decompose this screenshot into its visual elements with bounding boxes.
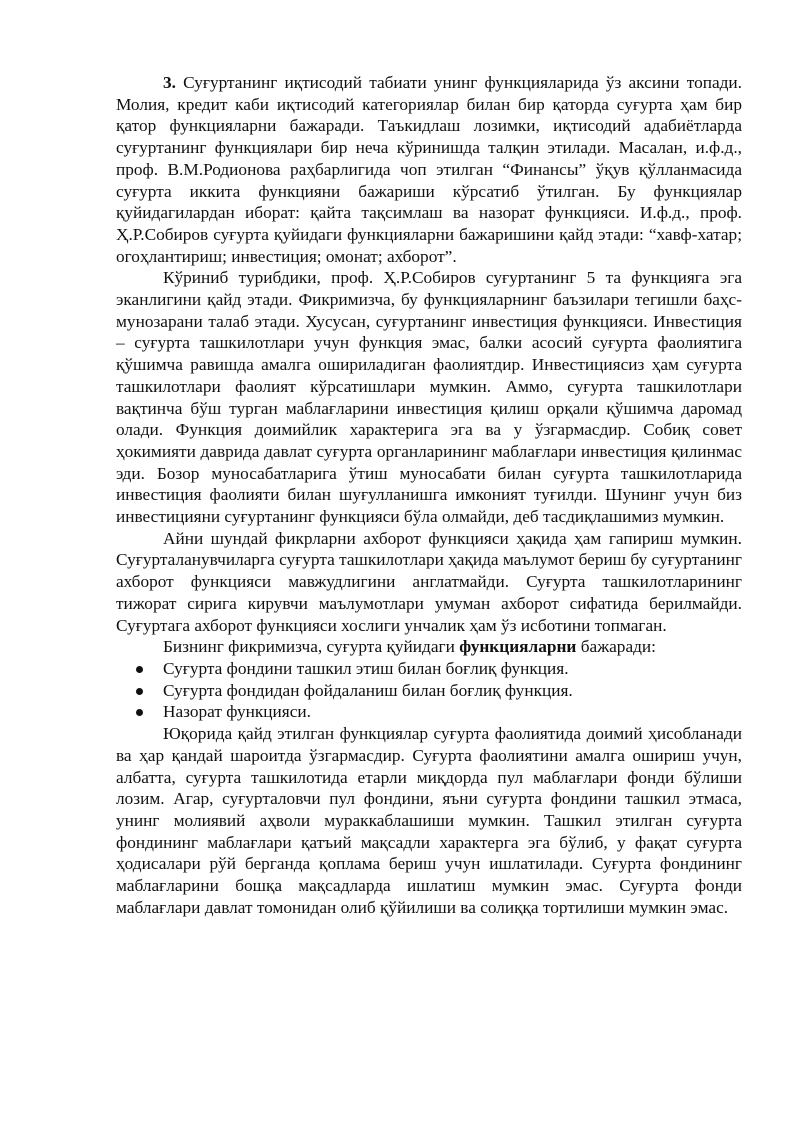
list-item-text: Назорат функцияси. xyxy=(163,702,311,722)
paragraph-3: Айни шундай фикрларни ахборот функцияси ҳақида ҳам гапириш мумкин. Суғурталанувчиларга суғурта ташкилотлари ҳақида маълумот бериш бу суғуртанинг ахборот функцияси мавжудлигини англатмайди. Суғурта ташкилотларининг тижорат сирига кирувчи маълумотлари умуман ахборот сифатида берилмайди. Суғуртага ахборот функцияси хослиги унчалик ҳам ўз исботини топмаган. xyxy=(116,528,742,635)
list-item xyxy=(116,701,742,723)
bullet-icon xyxy=(136,709,143,716)
bullet-icon xyxy=(136,688,143,695)
function-list xyxy=(116,658,742,723)
list-item xyxy=(116,658,742,680)
paragraph-4-tail: бажаради: xyxy=(576,637,656,657)
bullet-icon xyxy=(136,666,143,673)
paragraph-5: Юқорида қайд этилган функциялар суғурта фаолиятида доимий ҳисобланади ва ҳар қандай шароитда ўзгармасдир. Суғурта фаолиятини амалга ошириш учун, албатта, суғурта ташкилотида етарли миқдорда пул маблағлари фонди бўлиши лозим. Агар, суғурталовчи пул фондини, яъни суғурта фондини ташкил этмаса, унинг молиявий аҳволи мураккаблашиши мумкин. Ташкил этилган суғурта фондининг маблағлари қатъий мақсадли характерга эга бўлиб, у фақат суғурта ҳодисалари рўй берганда қоплама бериш учун ишлатилади. Суғурта фондининг маблағларини бошқа мақсадларда ишлатиш мумкин эмас. Суғурта фонди маблағлари давлат томонидан олиб қўйилиши ва солиққа тортилиши мумкин эмас. xyxy=(116,724,742,917)
list-item xyxy=(116,680,742,702)
paragraph-4-bold-term: функцияларни xyxy=(459,637,577,657)
section-number: 3. xyxy=(163,73,176,92)
paragraph-1-text: Суғуртанинг иқтисодий табиати унинг функцияларида ўз аксини топади. Молия, кредит каби иқтисодий категориялар билан бир қаторда суғурта ҳам бир қатор функцияларни бажаради. Таъкидлаш лозимки, иқтисодий адабиётларда суғуртанинг функциялари бир неча кўринишда талқин этилади. Масалан, и.ф.д., проф. В.М.Родионова раҳбарлигида чоп этилган “Финансы” ўқув қўлланмасида суғурта иккита функцияни бажариши кўрсатиб ўтилган. Бу функциялар қуйидагилардан иборат: қайта тақсимлаш ва назорат функцияси. И.ф.д., проф. Ҳ.Р.Собиров суғурта қуйидаги функцияларни бажаришини қайд этади: “хавф-хатар; огоҳлантириш; инвестиция; омонат; ахборот”. xyxy=(116,73,742,266)
paragraph-4 xyxy=(116,636,742,658)
paragraph-1 xyxy=(116,72,742,267)
list-item-text: Суғурта фондини ташкил этиш билан боғлиқ функция. xyxy=(163,658,569,678)
document-page xyxy=(116,72,742,918)
list-item-text: Суғурта фондидан фойдаланиш билан боғлиқ функция. xyxy=(163,680,573,700)
paragraph-2: Кўриниб турибдики, проф. Ҳ.Р.Собиров суғуртанинг 5 та функцияга эга эканлигини қайд этади. Фикримизча, бу функцияларнинг баъзилари тегишли баҳс-мунозарани талаб этади. Хусусан, суғуртанинг инвестиция функцияси. Инвестиция – суғурта ташкилотлари учун функция эмас, балки асосий суғурта фаолиятига қўшимча равишда амалга ошириладиган фаолиятдир. Инвестициясиз ҳам суғурта ташкилотлари фаолият кўрсатишлари мумкин. Аммо, суғурта ташкилотлари вақтинча бўш турган маблағларини инвестиция қилиш орқали қўшимча даромад олади. Функция доимийлик характерига эга ва у ўзгармасдир. Собиқ совет ҳокимияти даврида давлат суғурта органларининг маблағлари инвестиция қилинмас эди. Бозор муносабатларига ўтиш муносабати билан суғурта ташкилотларида инвестиция фаолияти билан шуғулланишга имконият туғилди. Шунинг учун биз инвестицияни суғуртанинг функцияси бўла олмайди, деб тасдиқлашимиз мумкин. xyxy=(116,268,742,527)
paragraph-4-lead: Бизнинг фикримизча, суғурта қуйидаги xyxy=(163,637,460,657)
